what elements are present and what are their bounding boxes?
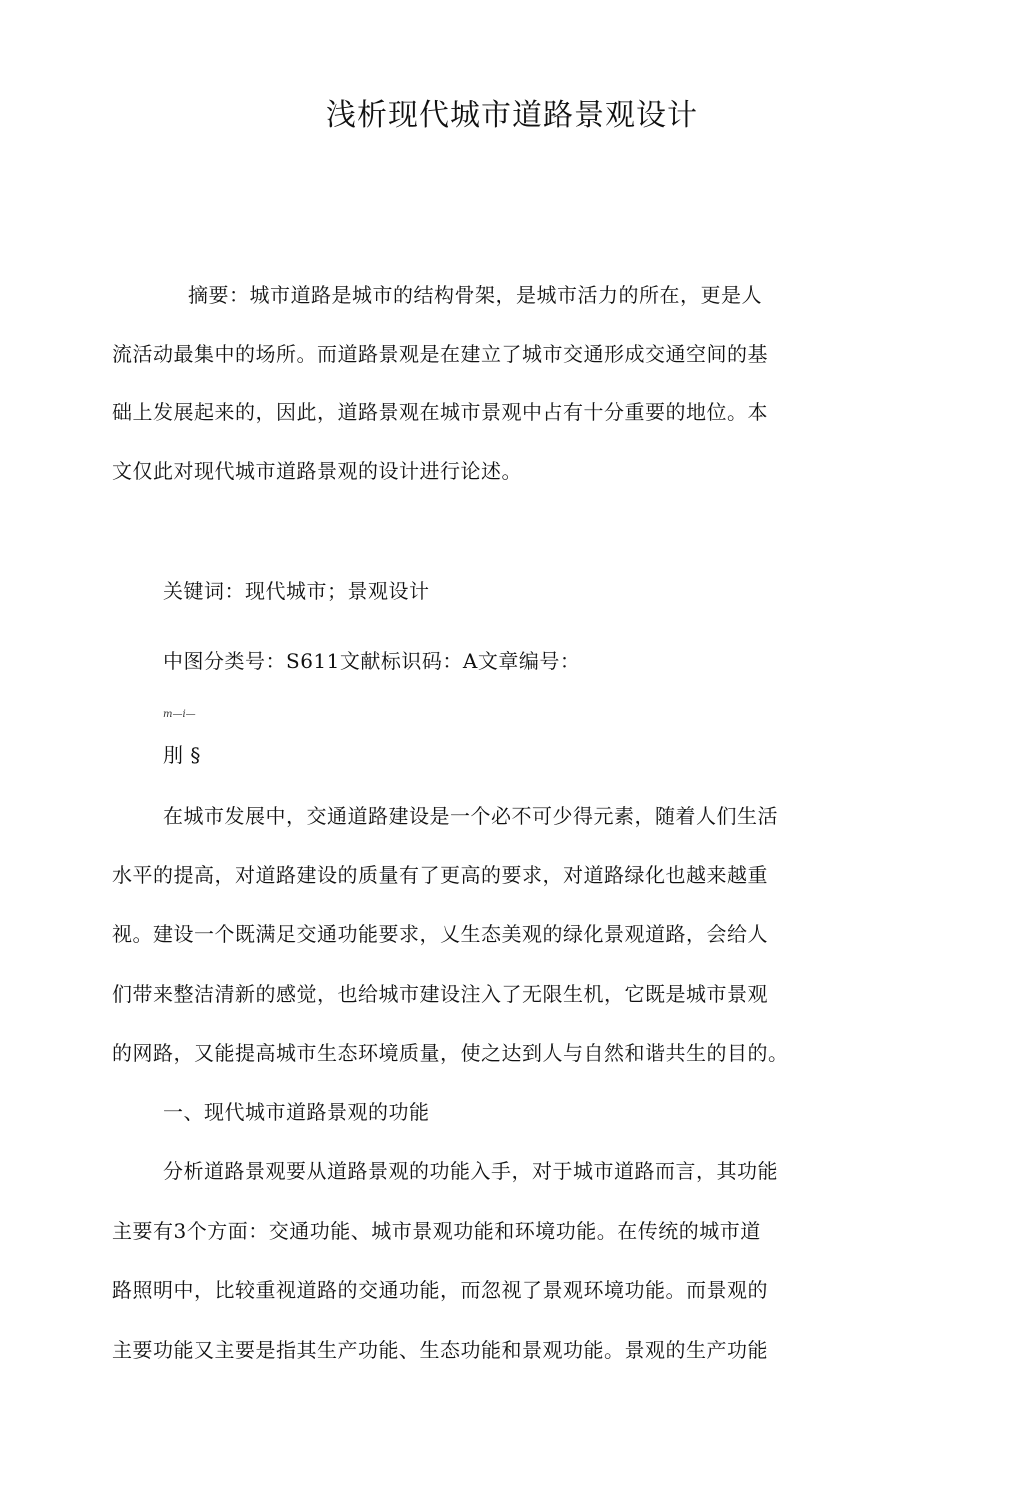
preface-heading: 刖 § bbox=[163, 743, 201, 767]
section1-line-1: 分析道路景观要从道路景观的功能入手，对于城市道路而言，其功能 bbox=[163, 1159, 778, 1183]
section1-line-3: 路照明中，比较重视道路的交通功能，而忽视了景观环境功能。而景观的 bbox=[112, 1278, 768, 1302]
abstract-line-1: 摘要：城市道路是城市的结构骨架，是城市活力的所在，更是人 bbox=[188, 283, 762, 307]
abstract-line-2: 流活动最集中的场所。而道路景观是在建立了城市交通形成交通空间的基 bbox=[112, 342, 768, 366]
intro-line-1: 在城市发展中，交通道路建设是一个必不可少得元素，随着人们生活 bbox=[163, 804, 778, 828]
classification-line: 中图分类号：S611文献标识码：A文章编号： bbox=[163, 649, 581, 673]
section1-line-2: 主要有3个方面：交通功能、城市景观功能和环境功能。在传统的城市道 bbox=[112, 1219, 761, 1243]
intro-line-4: 们带来整洁清新的感觉，也给城市建设注入了无限生机，它既是城市景观 bbox=[112, 982, 768, 1006]
abstract-line-4: 文仅此对现代城市道路景观的设计进行论述。 bbox=[112, 459, 522, 483]
section1-heading: 一、现代城市道路景观的功能 bbox=[163, 1100, 430, 1124]
intro-line-2: 水平的提高，对道路建设的质量有了更高的要求，对道路绿化也越来越重 bbox=[112, 863, 768, 887]
keywords: 关键词：现代城市；景观设计 bbox=[163, 579, 430, 603]
intro-line-3: 视。建设一个既满足交通功能要求，乂生态美观的绿化景观道路，会给人 bbox=[112, 922, 768, 946]
document-title: 浅析现代城市道路景观设计 bbox=[326, 98, 698, 133]
section1-line-4: 主要功能又主要是指其生产功能、生态功能和景观功能。景观的生产功能 bbox=[112, 1338, 768, 1362]
intro-line-5: 的网路，又能提高城市生态环境质量，使之达到人与自然和谐共生的目的。 bbox=[112, 1041, 789, 1065]
abstract-line-3: 础上发展起来的，因此，道路景观在城市景观中占有十分重要的地位。本 bbox=[112, 400, 768, 424]
ocr-artifact: m—i— bbox=[163, 709, 196, 720]
